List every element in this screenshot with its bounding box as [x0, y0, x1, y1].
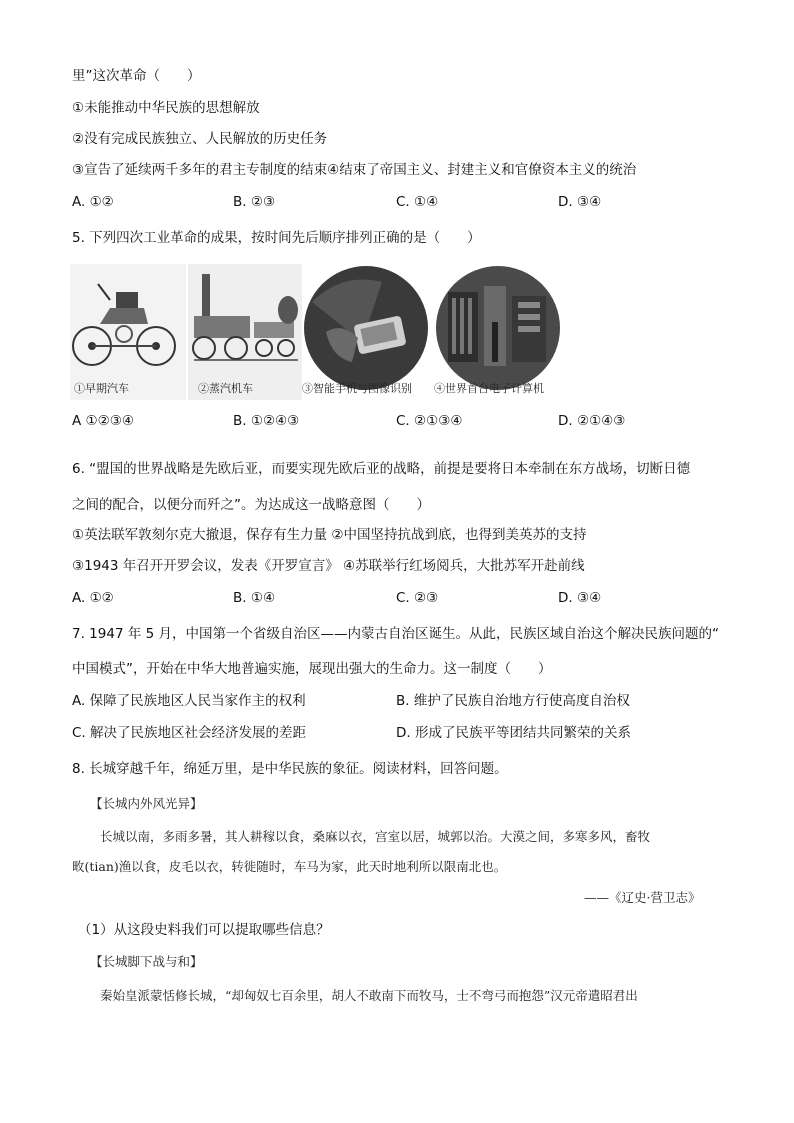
- first-computer-image: [434, 262, 562, 398]
- q6-option-a: A. ①②: [72, 590, 114, 606]
- q6-items-line-1: ①英法联军敦刻尔克大撤退，保存有生力量 ②中国坚持抗战到底，也得到美英苏的支持: [72, 527, 587, 543]
- caption-steam-locomotive: ②蒸汽机车: [198, 382, 253, 395]
- q6-items-line-2: ③1943 年召开开罗会议，发表《开罗宣言》 ④苏联举行红场阅兵，大批苏军开赴前线: [72, 558, 585, 574]
- q6-stem-line-1: 6. “盟国的世界战略是先欧后亚，而要实现先欧后亚的战略，前提是要将日本牵制在东方战场，切断日德: [72, 461, 691, 477]
- q6-stem-line-2: 之间的配合，以便分而歼之”。为达成这一战略意图（ ）: [72, 497, 430, 513]
- q5-option-c: C. ②①③④: [396, 413, 463, 429]
- q5-option-b: B. ①②④③: [233, 413, 300, 429]
- q4-option-d: D. ③④: [558, 194, 602, 210]
- q8-source-1: ——《辽史·营卫志》: [584, 890, 701, 905]
- q7-option-c: C. 解决了民族地区社会经济发展的差距: [72, 725, 307, 741]
- q6-option-b: B. ①④: [233, 590, 276, 606]
- q8-stem: 8. 长城穿越千年，绵延万里，是中华民族的象征。阅读材料，回答问题。: [72, 761, 508, 777]
- q6-option-c: C. ②③: [396, 590, 439, 606]
- smartphone-image: [302, 262, 430, 398]
- q7-option-a: A. 保障了民族地区人民当家作主的权利: [72, 693, 306, 709]
- caption-first-computer: ④世界首台电子计算机: [434, 382, 544, 395]
- q7-stem-line-1: 7. 1947 年 5 月，中国第一个省级自治区——内蒙古自治区诞生。从此，民族区域自治这个解决民族问题的“: [72, 626, 719, 642]
- q5-option-d: D. ②①④③: [558, 413, 626, 429]
- q6-option-d: D. ③④: [558, 590, 602, 606]
- q4-option-c: C. ①④: [396, 194, 439, 210]
- q7-option-b: B. 维护了民族自治地方行使高度自治权: [396, 693, 630, 709]
- q8-section-2-title: 【长城脚下战与和】: [90, 954, 203, 969]
- q4-item-1: ①未能推动中华民族的思想解放: [72, 100, 260, 116]
- q8-material-1-line-2: 畋(tian)渔以食，皮毛以衣，转徙随时，车马为家，此天时地利所以限南北也。: [72, 859, 507, 874]
- q8-material-1-line-1: 长城以南，多雨多暑，其人耕稼以食，桑麻以衣，宫室以居，城郭以治。大漠之间，多寒多风，畜牧: [100, 829, 651, 844]
- q4-item-2: ②没有完成民族独立、人民解放的历史任务: [72, 131, 328, 147]
- q8-material-2-line-1: 秦始皇派蒙恬修长城，“却匈奴七百余里，胡人不敢南下而牧马，士不弯弓而抱怨”汉元帝遣昭君出: [100, 988, 638, 1003]
- caption-smartphone: ③智能手机与图像识别: [302, 382, 412, 395]
- q8-section-1-title: 【长城内外风光异】: [90, 796, 203, 811]
- caption-early-car: ①早期汽车: [74, 382, 129, 395]
- q5-stem: 5. 下列四次工业革命的成果，按时间先后顺序排列正确的是（ ）: [72, 230, 481, 246]
- q8-sub-question-1: （1）从这段史料我们可以提取哪些信息？: [78, 922, 330, 938]
- q4-option-a: A. ①②: [72, 194, 114, 210]
- q4-item-3: ③宣告了延续两千多年的君主专制度的结束④结束了帝国主义、封建主义和官僚资本主义的统治: [72, 162, 637, 178]
- q5-option-a: A ①②③④: [72, 413, 134, 429]
- q4-stem-tail: 里”这次革命（ ）: [72, 68, 201, 84]
- q5-figure: [70, 262, 562, 402]
- q7-stem-line-2: 中国模式”，开始在中华大地普遍实施，展现出强大的生命力。这一制度（ ）: [72, 661, 552, 677]
- q4-option-b: B. ②③: [233, 194, 276, 210]
- q7-option-d: D. 形成了民族平等团结共同繁荣的关系: [396, 725, 631, 741]
